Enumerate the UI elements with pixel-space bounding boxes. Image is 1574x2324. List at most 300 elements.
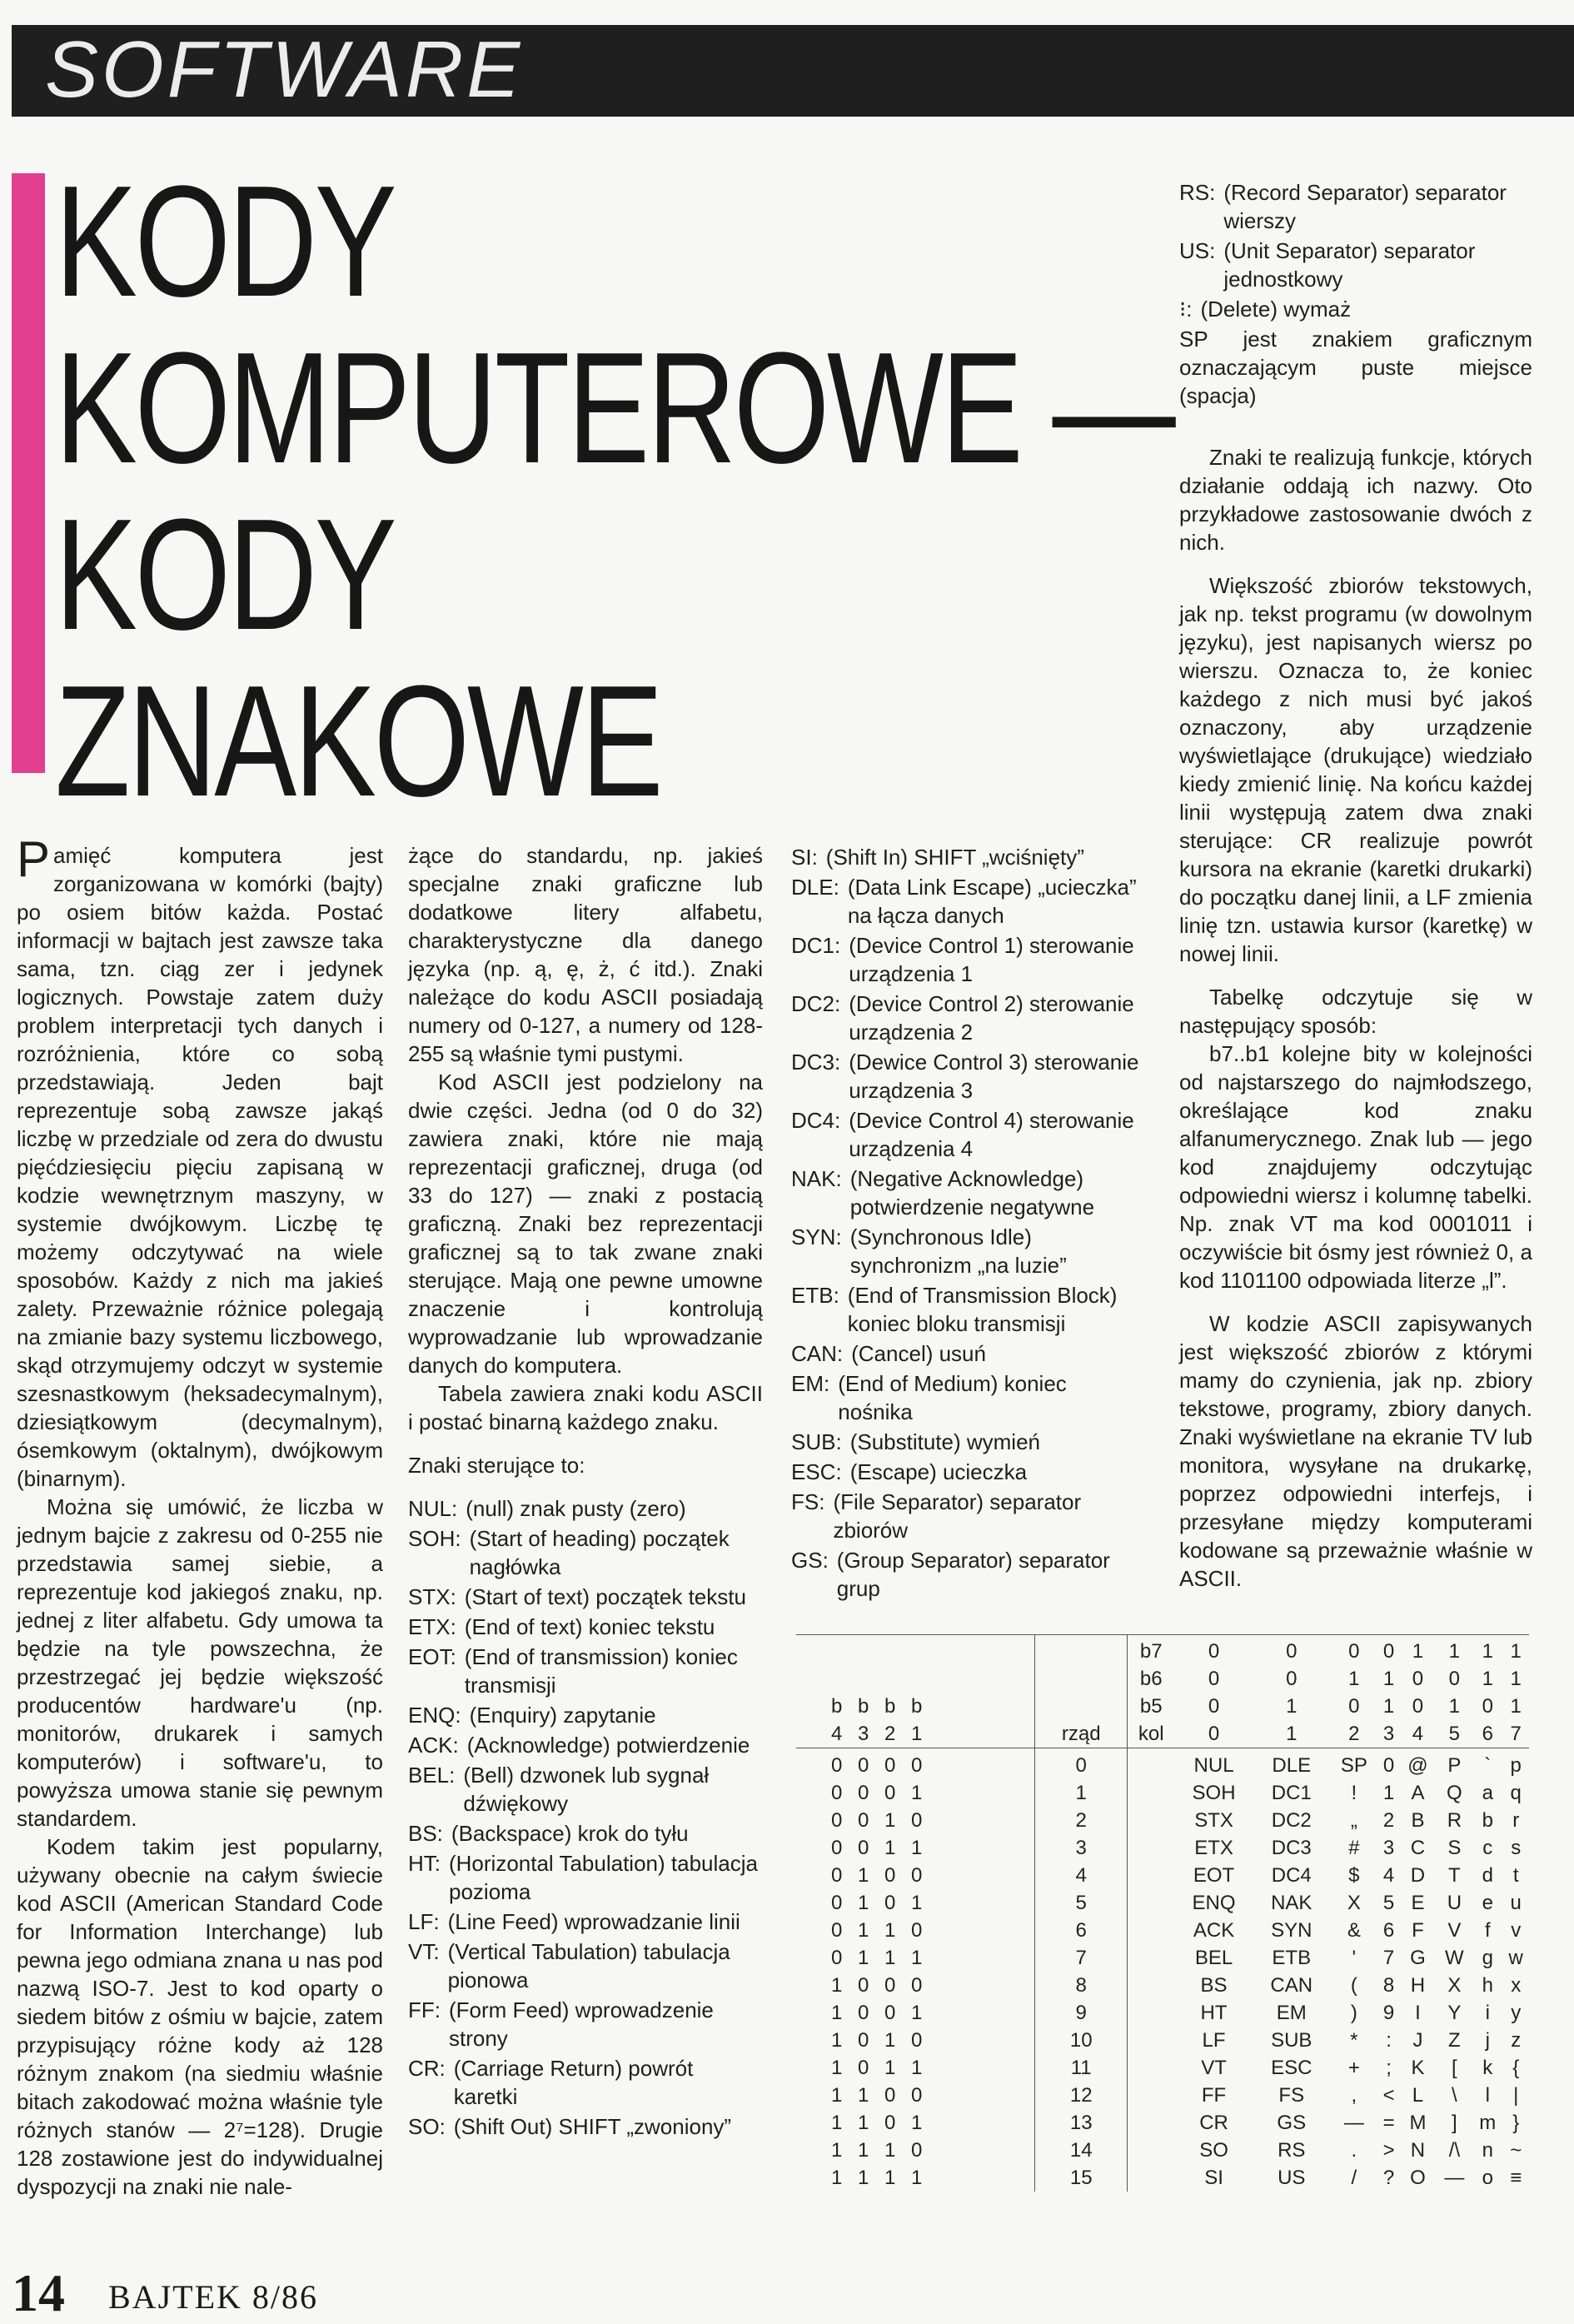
row-bits: 1 1 1 0	[796, 2137, 1035, 2164]
ascii-table	[796, 1634, 1529, 2192]
ascii-char: h	[1482, 1974, 1493, 1997]
ascii-char: g	[1482, 1947, 1493, 1969]
ascii-char: SI	[1204, 2167, 1223, 2189]
bit-value: b6	[1139, 1668, 1163, 1690]
ascii-char: NAK	[1271, 1892, 1312, 1914]
ascii-char: p	[1510, 1754, 1522, 1777]
table-header-row	[796, 1720, 1529, 1748]
control-code: DC4: (Device Control 4) sterowanie urządzenia 4	[791, 1108, 1134, 1161]
title-line: KOMPUTEROWE —	[55, 320, 1173, 496]
ascii-char: HT	[1200, 2002, 1228, 2024]
ascii-char: o	[1482, 2167, 1493, 2189]
ascii-char: S	[1447, 1837, 1462, 1859]
ascii-char: D	[1410, 1864, 1426, 1887]
bit-value: 0	[1208, 1640, 1220, 1663]
ascii-char: `	[1484, 1754, 1492, 1777]
table-row	[796, 1972, 1529, 1999]
ascii-char: '	[1352, 1947, 1357, 1969]
ascii-char: BEL	[1194, 1947, 1233, 1969]
ascii-char: [	[1452, 2057, 1457, 2079]
ascii-char: ~	[1510, 2139, 1522, 2162]
column-index: 6	[1472, 1720, 1502, 1748]
table-header-row	[796, 1693, 1529, 1720]
ascii-char: <	[1382, 2084, 1395, 2107]
ascii-char: EOT	[1193, 1864, 1235, 1887]
row-bits: 0 0 1 0	[796, 1807, 1035, 1834]
row-bits: 0 0 1 1	[796, 1834, 1035, 1862]
paragraph	[17, 831, 383, 1493]
spacer	[1128, 1889, 1175, 1917]
ascii-char: E	[1411, 1892, 1425, 1914]
column-index: 0	[1174, 1720, 1253, 1748]
ascii-char: s	[1511, 1837, 1522, 1859]
ascii-char: x	[1511, 1974, 1522, 1997]
table-row	[796, 2027, 1529, 2054]
row-index: 14	[1035, 2137, 1128, 2164]
row-index: 12	[1035, 2082, 1128, 2109]
row-index: 1	[1035, 1779, 1128, 1807]
ascii-char: SYN	[1271, 1919, 1312, 1942]
control-code: US: (Unit Separator) separator jednostkowy	[1179, 238, 1476, 292]
row-bits: 0 1 0 0	[796, 1862, 1035, 1889]
drop-cap: P	[17, 831, 51, 887]
ascii-char: I	[1415, 2002, 1421, 2024]
ascii-char: SO	[1199, 2139, 1228, 2162]
ascii-char: RS	[1278, 2139, 1306, 2162]
bits-header	[796, 1665, 1035, 1693]
ascii-char: FF	[1201, 2084, 1227, 2107]
control-code: ESC: (Escape) ucieczka	[791, 1459, 1028, 1484]
bit-value: 1	[1448, 1695, 1461, 1718]
row-index: 13	[1035, 2109, 1128, 2137]
ascii-char: B	[1411, 1809, 1425, 1832]
row-bits: 0 1 1 1	[796, 1944, 1035, 1972]
ascii-char: v	[1511, 1919, 1522, 1942]
bit-value: 1	[1510, 1640, 1522, 1663]
bit-value: 1	[1448, 1640, 1461, 1663]
ascii-char: b	[1482, 1809, 1493, 1832]
bit-value: 1	[1382, 1695, 1395, 1718]
ascii-char: ETX	[1194, 1837, 1233, 1859]
paragraph: Tabelkę odczytuje się w następujący sposób:	[1179, 985, 1532, 1038]
ascii-char: 3	[1382, 1837, 1395, 1859]
column-index: 3	[1378, 1720, 1399, 1748]
spacer	[1128, 1862, 1175, 1889]
ascii-char: F	[1412, 1919, 1424, 1942]
paragraph: Tabela zawiera znaki kodu ASCII i postać binarną każdego znaku.	[408, 1381, 763, 1434]
bit-value: 0	[1348, 1695, 1360, 1718]
row-bits: 0 1 0 1	[796, 1889, 1035, 1917]
ascii-char: —	[1444, 2167, 1465, 2189]
column-1	[17, 831, 383, 2201]
ascii-char: ESC	[1271, 2057, 1312, 2079]
control-code: SYN: (Synchronous Idle) synchronizm „na luzie”	[791, 1224, 1067, 1278]
ascii-char: T	[1448, 1864, 1461, 1887]
ascii-char: ]	[1452, 2112, 1457, 2134]
ascii-char: VT	[1201, 2057, 1227, 2079]
control-code: HT: (Horizontal Tabulation) tabulacja pozioma	[408, 1851, 758, 1904]
column-index: 2	[1330, 1720, 1378, 1748]
ascii-char: l	[1485, 2084, 1490, 2107]
ascii-char: V	[1447, 1919, 1462, 1942]
ascii-char: 2	[1382, 1809, 1395, 1832]
ascii-char: |	[1513, 2084, 1519, 2107]
row-index: 2	[1035, 1807, 1128, 1834]
control-code: SO: (Shift Out) SHIFT „zwoniony”	[408, 2114, 732, 2139]
ascii-char: L	[1412, 2084, 1424, 2107]
control-code: DLE: (Data Link Escape) „ucieczka” na łącza danych	[791, 875, 1137, 928]
ascii-char: ?	[1382, 2167, 1395, 2189]
row-header: rząd	[1035, 1720, 1128, 1748]
row-index: 9	[1035, 1999, 1128, 2027]
ascii-char: /\	[1448, 2139, 1461, 2162]
ascii-char: 4	[1382, 1864, 1395, 1887]
spacer	[1128, 2164, 1175, 2192]
ascii-char: EM	[1276, 2002, 1307, 2024]
control-code: DC3: (Dewice Control 3) sterowanie urządzenia 3	[791, 1050, 1139, 1103]
bit-value: 0	[1412, 1668, 1424, 1690]
row-index: 8	[1035, 1972, 1128, 1999]
ascii-char: 5	[1382, 1892, 1395, 1914]
row-header	[1035, 1693, 1128, 1720]
ascii-char: q	[1510, 1782, 1522, 1804]
control-code: EOT: (End of transmission) koniec transmisji	[408, 1644, 738, 1698]
column-4	[1179, 177, 1532, 1593]
ascii-char: O	[1410, 2167, 1426, 2189]
ascii-char: ,	[1351, 2084, 1357, 2107]
ascii-char: U	[1447, 1892, 1462, 1914]
table-row	[796, 1834, 1529, 1862]
control-code: RS: (Record Separator) separator wierszy	[1179, 180, 1507, 233]
control-code: DC2: (Device Control 2) sterowanie urządzenia 2	[791, 991, 1134, 1045]
ascii-char: +	[1347, 2057, 1360, 2079]
control-codes-list	[408, 1494, 763, 2141]
ascii-char: SP	[1340, 1754, 1367, 1777]
paragraph: Znaki sterujące to:	[408, 1453, 585, 1478]
ascii-char: 0	[1382, 1754, 1395, 1777]
ascii-char: ENQ	[1192, 1892, 1236, 1914]
ascii-char: ≡	[1510, 2167, 1522, 2189]
ascii-char: &	[1347, 1919, 1361, 1942]
control-code: DC1: (Device Control 1) sterowanie urządzenia 1	[791, 933, 1134, 986]
spacer	[1128, 2054, 1175, 2082]
spacer	[1128, 2137, 1175, 2164]
table-row	[796, 1748, 1529, 1780]
column-2	[408, 841, 763, 2142]
bit-value: 1	[1510, 1668, 1522, 1690]
ascii-char: *	[1350, 2029, 1358, 2052]
ascii-char: j	[1485, 2029, 1490, 2052]
bit-value: 1	[1510, 1695, 1522, 1718]
control-code: ⁝: (Delete) wymaż	[1179, 297, 1352, 322]
ascii-char: US	[1278, 2167, 1306, 2189]
row-index: 3	[1035, 1834, 1128, 1862]
table-row	[796, 1944, 1529, 1972]
ascii-char: 8	[1382, 1974, 1395, 1997]
ascii-char: X	[1347, 1892, 1361, 1914]
table-row	[796, 2054, 1529, 2082]
table-header-row	[796, 1634, 1529, 1665]
ascii-char: DC4	[1271, 1864, 1312, 1887]
ascii-char: W	[1445, 1947, 1464, 1969]
spacer	[1128, 1834, 1175, 1862]
spacer	[1128, 2109, 1175, 2137]
control-code: ENQ: (Enquiry) zapytanie	[408, 1703, 656, 1728]
control-code: BS: (Backspace) krok do tyłu	[408, 1821, 689, 1846]
paragraph: Można się umówić, że liczba w jednym bajcie z zakresu od 0-255 nie przedstawia samej siebie, a reprezentuje kod jakiegoś znaku, np. jednej z liter alfabetu. Gdy umowa ta będzie na tyle powszechna, że przestrzegać jej będzie większość producentów hardware'u (np. monitorów, drukarek i samych komputerów) i software'u, to powyższa umowa stanie się pewnym standardem.	[17, 1494, 383, 1831]
bit-value: 1	[1482, 1668, 1493, 1690]
row-bits: 1 0 1 1	[796, 2054, 1035, 2082]
table-row	[796, 1889, 1529, 1917]
control-code: ETX: (End of text) koniec tekstu	[408, 1614, 715, 1639]
ascii-char: H	[1410, 1974, 1426, 1997]
section-label: SOFTWARE	[45, 25, 524, 114]
ascii-char: SOH	[1192, 1782, 1236, 1804]
row-header	[1035, 1665, 1128, 1693]
ascii-char: Q	[1447, 1782, 1462, 1804]
ascii-char: 6	[1382, 1919, 1395, 1942]
ascii-char: DC1	[1271, 1782, 1312, 1804]
ascii-char: K	[1411, 2057, 1425, 2079]
control-code: NUL: (null) znak pusty (zero)	[408, 1496, 686, 1521]
control-code: FS: (File Separator) separator zbiorów	[791, 1489, 1082, 1543]
title-line: ZNAKOWE	[55, 653, 661, 830]
control-code: ETB: (End of Transmission Block) koniec bloku transmisji	[791, 1283, 1118, 1336]
control-code: EM: (End of Medium) koniec nośnika	[791, 1371, 1067, 1424]
ascii-char: f	[1484, 1919, 1491, 1942]
ascii-char: #	[1348, 1837, 1360, 1859]
spacer	[1128, 1779, 1175, 1807]
ascii-char: (	[1350, 1974, 1357, 1997]
ascii-char: a	[1482, 1782, 1493, 1804]
control-code: BEL: (Bell) dzwonek lub sygnał dźwiękowy	[408, 1763, 710, 1816]
ascii-char: C	[1410, 1837, 1426, 1859]
page-number: 14	[12, 2263, 65, 2322]
row-index: 4	[1035, 1862, 1128, 1889]
spacer	[1128, 1972, 1175, 1999]
column-index: 5	[1437, 1720, 1473, 1748]
paragraph: Kod ASCII jest podzielony na dwie części. Jedna (od 0 do 32) zawiera znaki, które nie mają reprezentacji graficznej, druga (od 33 do 127) — znaki z postacią graficzną. Znaki bez reprezentacji graficznej są to tak zwane znaki sterujące. Mają one pewne umowne znaczenie i kontrolują wyprowadzanie lub wprowadzanie danych do komputera.	[408, 1070, 763, 1378]
ascii-char: \	[1452, 2084, 1457, 2107]
ascii-char: 9	[1382, 2002, 1395, 2024]
ascii-char: BS	[1200, 1974, 1228, 1997]
paragraph: Kodem takim jest popularny, używany obecnie na całym świecie kod ASCII (American Standard Code for Information Interchange) lub pewna jego odmiana znana u nas pod nazwą ISO-7. Jest to kod oparty o siedem bitów z ośmiu w bajcie, zatem przypisujący różne kody aż 128 różnym znakom (na siedmiu właśnie bitach zakodować można właśnie tyle różnych stanów — 2⁷=128). Drugie 128 zostawione jest do indywidualnej dyspozycji na znaki nie nale-	[17, 1834, 383, 2199]
row-index: 0	[1035, 1748, 1128, 1780]
control-code: LF: (Line Feed) wprowadzanie linii	[408, 1909, 740, 1934]
control-code: VT: (Vertical Tabulation) tabulacja pionowa	[408, 1939, 730, 1992]
bit-value: 1	[1286, 1695, 1298, 1718]
bit-value: 1	[1348, 1668, 1360, 1690]
bit-value: 0	[1382, 1640, 1395, 1663]
spacer	[1128, 2027, 1175, 2054]
title-line: KODY	[55, 153, 395, 330]
spacer	[1128, 1748, 1175, 1780]
bit-value: 0	[1208, 1695, 1220, 1718]
ascii-char: c	[1482, 1837, 1493, 1859]
ascii-char: ACK	[1193, 1919, 1235, 1942]
control-code: STX: (Start of text) początek tekstu	[408, 1584, 746, 1609]
row-index: 7	[1035, 1944, 1128, 1972]
ascii-char: DC3	[1271, 1837, 1312, 1859]
ascii-char: u	[1510, 1892, 1522, 1914]
bit-value: 1	[1412, 1640, 1424, 1663]
paragraph: b7..b1 kolejne bity w kolejności od najstarszego do najmłodszego, określające kod znaku alfanumerycznego. Znak lub — jego kod znajdujemy odczytując odpowiedni wiersz i kolumnę tabelki. Np. znak VT ma kod 0001011 i oczywiście bit ósmy jest również 0, a kod 1101100 odpowiada literze „l”.	[1179, 1041, 1532, 1293]
ascii-char: P	[1447, 1754, 1462, 1777]
table-row	[796, 2137, 1529, 2164]
row-bits: 0 0 0 1	[796, 1779, 1035, 1807]
control-code: FF: (Form Feed) wprowadzenie strony	[408, 1997, 714, 2051]
control-code: NAK: (Negative Acknowledge) potwierdzenie negatywne	[791, 1166, 1095, 1219]
ascii-char: >	[1382, 2139, 1395, 2162]
ascii-char: LF	[1202, 2029, 1226, 2052]
bit-value: b7	[1139, 1640, 1163, 1663]
table-row	[796, 2082, 1529, 2109]
paragraph: SP jest znakiem graficznym oznaczającym puste miejsce (spacja)	[1179, 327, 1532, 408]
bit-value: b5	[1139, 1695, 1163, 1718]
ascii-char: ETB	[1272, 1947, 1312, 1969]
ascii-char: FS	[1278, 2084, 1305, 2107]
ascii-char: Z	[1448, 2029, 1461, 2052]
ascii-char: z	[1511, 2029, 1522, 2052]
paragraph-text: amięć komputera jest zorganizowana w komórki (bajty) po osiem bitów każda. Postać informacji w bajtach jest zawsze taka sama, tzn. ciąg zer i jedynek logicznych. Powstaje zatem duży problem interpretacji tych danych i rozróżnienia, które co sobą przedstawiają. Jeden bajt reprezentuje sobą zawsze jakąś liczbę w przedziale od zera do dwustu pięćdziesięciu pięciu zapisaną w kodzie wewnętrznym maszyny, w systemie dwójkowym. Liczbę tę możemy odczytywać na wiele sposobów. Każdy z nich ma jakieś zalety. Przeważnie różnice polegają na zmianie bazy systemu liczbowego, skąd otrzymujemy odczyt w systemie szesnastkowym (heksadecymalnym), dziesiątkowym (decymalnym), ósemkowym (oktalnym), dwójkowym (binarnym).	[17, 843, 383, 1491]
control-code: CR: (Carriage Return) powrót karetki	[408, 2056, 694, 2109]
table-header-row	[796, 1665, 1529, 1693]
ascii-char: .	[1351, 2139, 1357, 2162]
ascii-char: NUL	[1193, 1754, 1234, 1777]
control-code: GS: (Group Separator) separator grup	[791, 1548, 1110, 1601]
row-index: 11	[1035, 2054, 1128, 2082]
paragraph: Znaki te realizują funkcje, których działanie oddają ich nazwy. Oto przykładowe zastosowanie dwóch z nich.	[1179, 445, 1532, 555]
row-bits: 1 0 1 0	[796, 2027, 1035, 2054]
ascii-char: $	[1348, 1864, 1360, 1887]
bit-value: 0	[1448, 1668, 1461, 1690]
table-row	[796, 2109, 1529, 2137]
ascii-char: GS	[1277, 2112, 1307, 2134]
ascii-char: ;	[1386, 2057, 1392, 2079]
row-bits: 1 1 0 1	[796, 2109, 1035, 2137]
column-3	[791, 841, 1141, 1604]
ascii-char: CR	[1199, 2112, 1228, 2134]
ascii-char: CAN	[1270, 1974, 1313, 1997]
ascii-char: t	[1512, 1864, 1519, 1887]
accent-bar	[12, 173, 45, 773]
ascii-char: w	[1508, 1947, 1523, 1969]
control-code: SUB: (Substitute) wymień	[791, 1429, 1040, 1454]
article-title	[55, 153, 1173, 830]
magazine-issue: BAJTEK 8/86	[108, 2278, 318, 2316]
spacer	[1128, 2082, 1175, 2109]
ascii-char: SUB	[1271, 2029, 1312, 2052]
ascii-char: G	[1410, 1947, 1426, 1969]
ascii-char: =	[1382, 2112, 1395, 2134]
bit-value: 0	[1286, 1640, 1298, 1663]
ascii-char: DLE	[1272, 1754, 1312, 1777]
column-index: 1	[1253, 1720, 1330, 1748]
row-bits: 0 0 0 0	[796, 1748, 1035, 1780]
row-bits: 1 0 0 0	[796, 1972, 1035, 1999]
row-index: 6	[1035, 1917, 1128, 1944]
paragraph: Większość zbiorów tekstowych, jak np. tekst programu (w dowolnym języku), jest napisanych wiersz po wierszu. Oznacza to, że koniec każdego z nich musi być jakoś oznaczony, aby urządzenie wyświetlające (drukujące) wiedziało kiedy zmienić linię. Na końcu każdej linii występują zatem dwa znaki sterujące: CR realizuje powrót kursora na ekranie (karetki drukarki) do początku danej linii, a LF zmienia linię tzn. ustawia kursor (karetkę) w nowej linii.	[1179, 573, 1532, 966]
bits-header: 4 3 2 1	[796, 1720, 1035, 1748]
bit-value: 0	[1286, 1668, 1298, 1690]
row-header	[1035, 1634, 1128, 1665]
ascii-char: R	[1447, 1809, 1462, 1832]
bit-value: 1	[1382, 1668, 1395, 1690]
bit-value: 0	[1482, 1695, 1493, 1718]
paragraph: żące do standardu, np. jakieś specjalne znaki graficzne lub dodatkowe litery alfabetu, charakterystyczne dla danego języka (np. ą, ę, ż, ć itd.). Znaki należące do kodu ASCII posiadają numery od 0-127, a numery od 128-255 są właśnie tymi pustymi.	[408, 843, 763, 1066]
ascii-char: y	[1511, 2002, 1522, 2024]
ascii-char: 1	[1382, 1782, 1395, 1804]
row-bits: 1 1 0 0	[796, 2082, 1035, 2109]
ascii-char: —	[1343, 2112, 1364, 2134]
spacer	[1128, 1999, 1175, 2027]
table-row	[796, 1917, 1529, 1944]
ascii-char: J	[1412, 2029, 1423, 2052]
ascii-char: @	[1407, 1754, 1428, 1777]
section-banner	[12, 25, 1574, 117]
bit-value: 0	[1412, 1695, 1424, 1718]
ascii-char: A	[1411, 1782, 1425, 1804]
bits-header	[796, 1634, 1035, 1665]
ascii-char: N	[1410, 2139, 1426, 2162]
spacer	[1128, 1917, 1175, 1944]
table-row	[796, 1779, 1529, 1807]
ascii-char: X	[1447, 1974, 1462, 1997]
row-index: 5	[1035, 1889, 1128, 1917]
ascii-char: Y	[1447, 2002, 1462, 2024]
ascii-char: }	[1512, 2112, 1520, 2134]
control-code: SOH: (Start of heading) początek nagłówka	[408, 1526, 730, 1579]
ascii-char: n	[1482, 2139, 1493, 2162]
row-index: 15	[1035, 2164, 1128, 2192]
table-row	[796, 1807, 1529, 1834]
title-line: KODY	[55, 486, 395, 663]
ascii-char: )	[1350, 2002, 1357, 2024]
ascii-char: {	[1512, 2057, 1520, 2079]
ascii-char: e	[1482, 1892, 1493, 1914]
table-row	[796, 1862, 1529, 1889]
ascii-char: m	[1479, 2112, 1497, 2134]
ascii-char: M	[1409, 2112, 1427, 2134]
ascii-char: /	[1351, 2167, 1357, 2189]
ascii-char: r	[1512, 1809, 1520, 1832]
row-bits: 0 1 1 0	[796, 1917, 1035, 1944]
table-row	[796, 1999, 1529, 2027]
ascii-char: STX	[1194, 1809, 1233, 1832]
row-bits: 1 1 1 1	[796, 2164, 1035, 2192]
bit-value: 1	[1482, 1640, 1493, 1663]
bit-value: 0	[1208, 1668, 1220, 1690]
ascii-char: i	[1485, 2002, 1490, 2024]
ascii-char: d	[1482, 1864, 1493, 1887]
ascii-char: k	[1482, 2057, 1493, 2079]
control-code: SI: (Shift In) SHIFT „wciśnięty”	[791, 845, 1084, 870]
bits-header: b b b b	[796, 1693, 1035, 1720]
ascii-char: 7	[1382, 1947, 1395, 1969]
table-row	[796, 2164, 1529, 2192]
control-code: ACK: (Acknowledge) potwierdzenie	[408, 1733, 750, 1758]
column-index: 7	[1502, 1720, 1529, 1748]
paragraph: W kodzie ASCII zapisywanych jest większość zbiorów z którymi mamy do czynienia, jak np. zbiory tekstowe, programy, zbiory danych. Znaki wyświetlane na ekranie TV lub monitora, wysyłane na drukarkę, poprzez odpowiedni interfejs, i przesyłane między komputerami kodowane są przeważnie właśnie w ASCII.	[1179, 1311, 1532, 1591]
ascii-char: !	[1351, 1782, 1357, 1804]
bit-value: 0	[1348, 1640, 1360, 1663]
spacer	[1128, 1807, 1175, 1834]
column-index: 4	[1399, 1720, 1436, 1748]
ascii-char: „	[1350, 1809, 1357, 1832]
spacer	[1128, 1944, 1175, 1972]
ascii-char: :	[1386, 2029, 1392, 2052]
column-index: kol	[1128, 1720, 1175, 1748]
